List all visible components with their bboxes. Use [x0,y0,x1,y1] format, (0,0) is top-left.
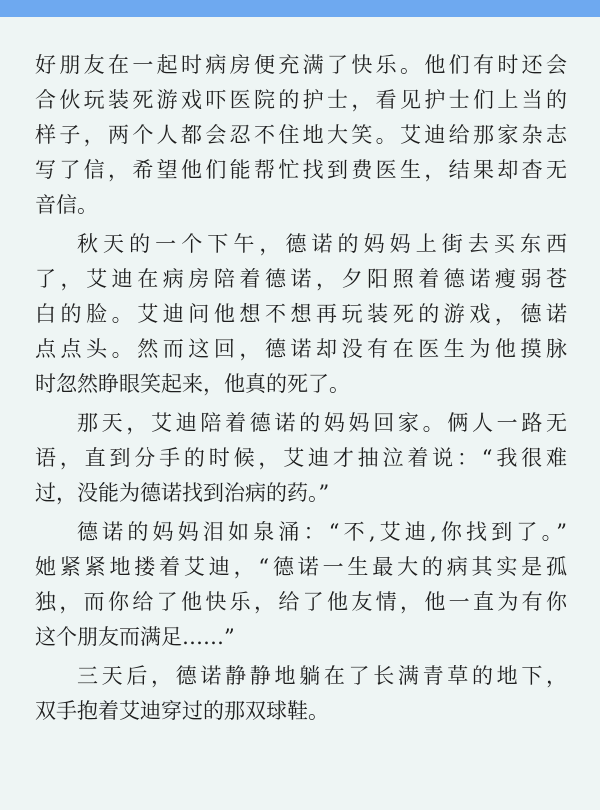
text-line: 那天，艾迪陪着德诺的妈妈回家。俩人一路无 [77,411,567,435]
text-line: 了，艾迪在病房陪着德诺，夕阳照着德诺瘦弱苍 [35,267,567,291]
text-line: 过，没能为德诺找到治病的药。” [35,481,330,505]
text-line: 三天后，德诺静静地躺在了长满青草的地下， [77,664,567,688]
paragraph-3 [35,406,567,511]
paragraph-5 [35,659,567,729]
text-line: 合伙玩装死游戏吓医院的护士，看见护士们上当的 [35,88,567,112]
text-line: 她紧紧地搂着艾迪，“德诺一生最大的病其实是孤 [35,555,567,579]
text-line: 时忽然睁眼笑起来，他真的死了。 [35,372,350,396]
text-line: 样子，两个人都会忍不住地大笑。艾迪给那家杂志 [35,123,567,147]
paragraph-2 [35,227,567,402]
text-line: 写了信，希望他们能帮忙找到费医生，结果却杳无 [35,158,567,182]
text-line: 双手抱着艾迪穿过的那双球鞋。 [35,699,329,723]
text-line: 秋天的一个下午，德诺的妈妈上街去买东西 [77,232,567,256]
page-text [35,48,567,729]
top-color-band [0,0,600,17]
text-line: 好朋友在一起时病房便充满了快乐。他们有时还会 [35,53,567,77]
text-line: 白的脸。艾迪问他想不想再玩装死的游戏，德诺 [35,302,567,326]
text-line: 这个朋友而满足……” [35,625,235,649]
text-line: 语，直到分手的时候，艾迪才抽泣着说：“我很难 [35,446,567,470]
text-line: 点点头。然而这回，德诺却没有在医生为他摸脉 [35,337,567,361]
paragraph-1 [35,48,567,223]
text-line: 音信。 [35,193,98,217]
text-line: 独，而你给了他快乐，给了他友情，他一直为有你 [35,590,567,614]
text-line: 德诺的妈妈泪如泉涌：“不,艾迪,你找到了。” [77,520,567,544]
paragraph-4 [35,515,567,655]
